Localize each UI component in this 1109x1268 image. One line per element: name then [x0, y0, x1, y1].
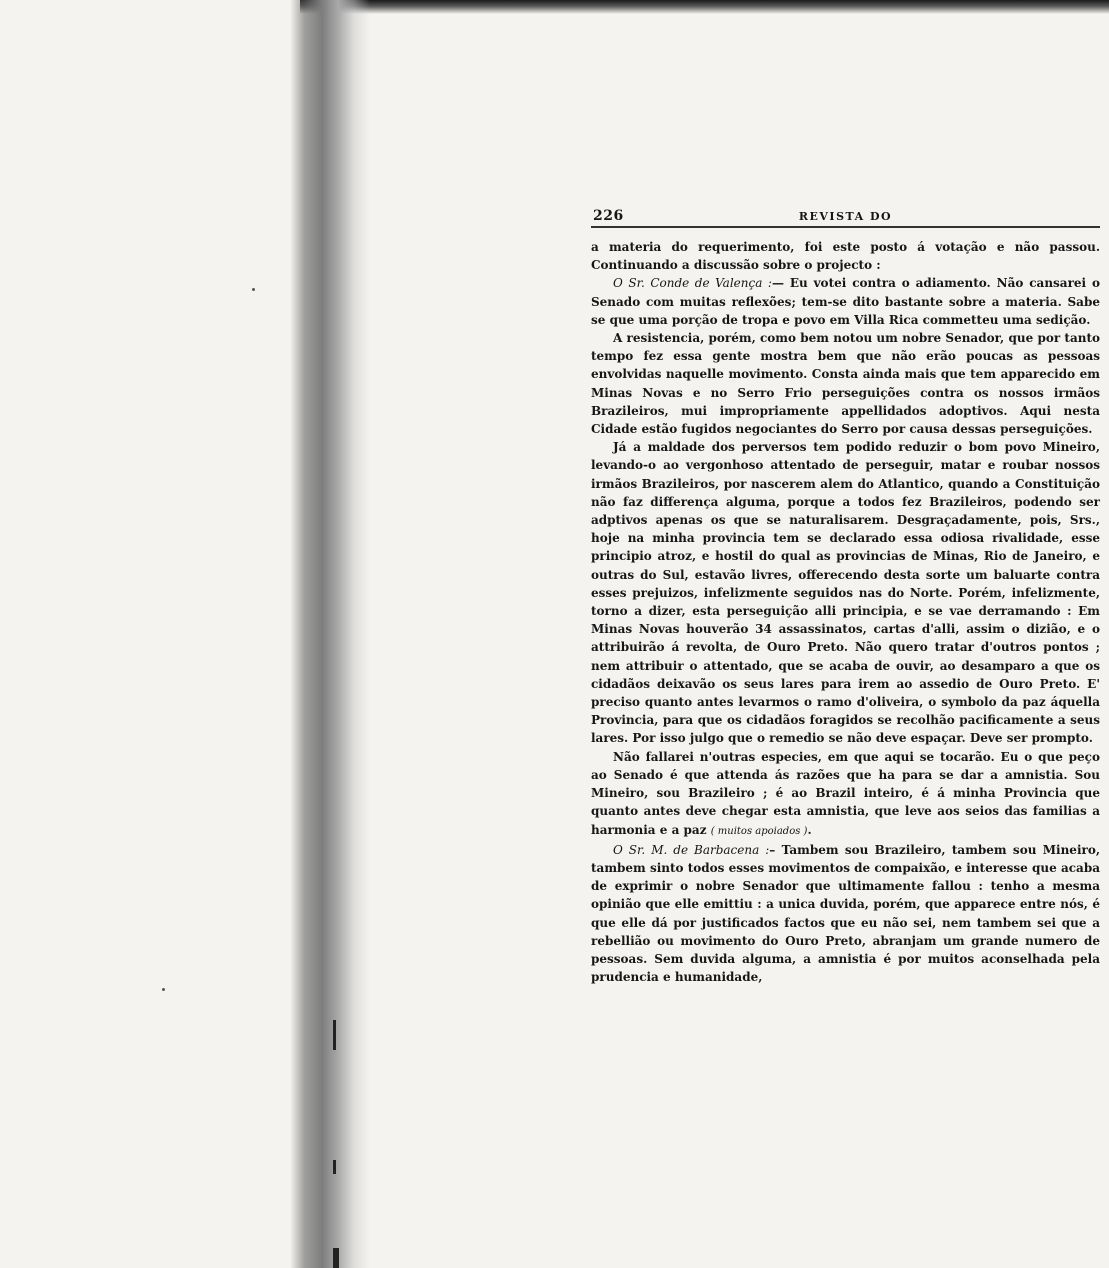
body-text	[591, 238, 1100, 986]
book-page	[591, 204, 1100, 986]
sentence-end: .	[807, 822, 812, 837]
book-spine-shadow	[290, 0, 370, 1268]
speech-text: — Eu votei contra o adiamento. Não cansarei o Senado com muitas reflexões; tem-se dito bastante sobre a materia. Sabe se que uma porção de tropa e povo em Villa Rica commetteu uma sedição.	[591, 276, 1100, 327]
spine-mark	[333, 1248, 339, 1268]
paragraph-4: Já a maldade dos perversos tem podido reduzir o bom povo Mineiro, levando-o ao vergonhoso attentado de perseguir, matar e roubar nossos irmãos Brazileiros, por nascerem alem do Atlantico, quando a Constituição não faz differença alguma, porque a todos fez Brazileiros, podendo ser adptivos apenas os que se naturalisarem. Desgraçadamente, pois, Srs., hoje na minha provincia tem se declarado essa odiosa rivalidade, esse principio atroz, e hostil do qual as provincias de Minas, Rio de Janeiro, e outras do Sul, estavão livres, offerecendo desta sorte um baluarte contra esses prejuizos, infelizmente seguidos nas do Norte. Porém, infelizmente, torno a dizer, esta perseguição alli principia, e se vae derramando : Em Minas Novas houverão 34 assassinatos, cartas d'alli, assim o dizião, e o attribuirão á revolta, de Ouro Preto. Não quero tratar d'outros pontos ; nem attribuir o attentado, que se acaba de ouvir, ao desamparo a que os cidadãos deixavão os seus lares para irem ao assedio de Ouro Preto. E' preciso quanto antes levarmos o ramo d'oliveira, o symbolo da paz áquella Provincia, para que os cidadãos foragidos se recolhão pacificamente a seus lares. Por isso julgo que o remedio se não deve espaçar. Deve ser prompto.	[591, 440, 1100, 746]
scan-speck	[252, 288, 255, 291]
aside-note: ( muitos apoiados )	[710, 825, 808, 837]
paragraph-3: A resistencia, porém, como bem notou um nobre Senador, que por tanto tempo fez essa gente mostra bem que não erão poucas as pessoas envolvidas naquelle movimento. Consta ainda mais que tem apparecido em Minas Novas e no Serro Frio perseguições contra os nossos irmãos Brazileiros, mui impropriamente appellidados adoptivos. Aqui nesta Cidade estão fugidos negociantes do Serro por causa dessas perseguições.	[591, 331, 1100, 437]
paragraph-1: a materia do requerimento, foi este posto á votação e não passou. Continuando a discussão sobre o projecto :	[591, 240, 1100, 273]
spine-mark	[333, 1160, 336, 1174]
journal-title: REVISTA DO	[798, 210, 893, 223]
page-number: 226	[593, 208, 624, 224]
scan-top-edge	[300, 0, 1109, 14]
paragraph-2	[591, 274, 1100, 329]
paragraph-5	[591, 748, 1100, 841]
speech-text: – Tambem sou Brazileiro, tambem sou Mineiro, tambem sinto todos esses movimentos de compaixão, e interesse que acaba de exprimir o nobre Senador que ultimamente fallou : tenho a mesma opinião que elle emittiu : a unica duvida, porém, que apparece entre nós, é que elle dá por justificados factos que eu não sei, nem tambem sei que a rebellião ou movimento do Ouro Preto, abranjam um grande numero de pessoas. Sem duvida alguma, a amnistia é por muitos aconselhada pela prudencia e humanidade,	[591, 842, 1101, 985]
spine-mark	[333, 1020, 336, 1050]
running-head	[591, 204, 1100, 228]
paragraph-6	[591, 841, 1100, 987]
speaker-name: O Sr. M. de Barbacena :	[613, 842, 770, 857]
scan-speck	[162, 988, 165, 991]
speaker-name: O Sr. Conde de Valença :	[613, 276, 772, 291]
speech-text: Não fallarei n'outras especies, em que aqui se tocarão. Eu o que peço ao Senado é que attenda ás razões que ha para se dar a amnistia. Sou Mineiro, sou Brazileiro ; é ao Brazil inteiro, é á minha Provincia que quanto antes deve chegar esta amnistia, que leve aos seios das familias a harmonia e a paz	[591, 749, 1100, 837]
